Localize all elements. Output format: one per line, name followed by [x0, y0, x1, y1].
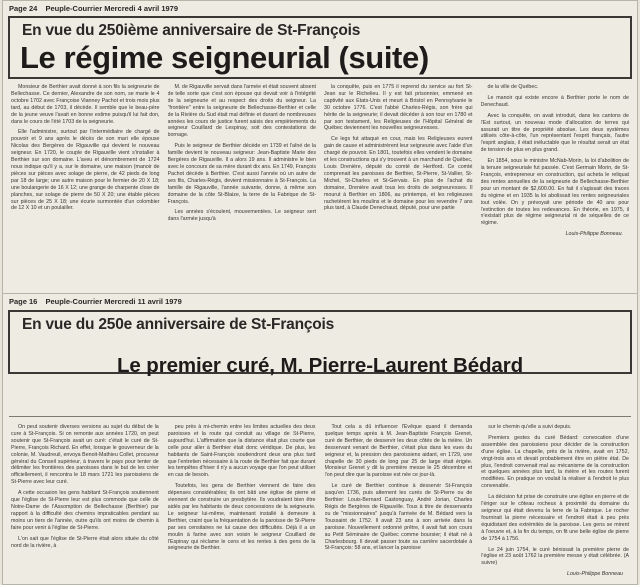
paragraph: Ce legs fut attaqué en cour, mais les Religieuses eurent gain de cause et administrèrent leur seigneurie avec l'aide d'un chargé de pouvoir. En 1801, toutefois elles vendent le domaine et les constructions qui s'y trouvent à un marchand de Québec, Louis Drenière, député du comté de Hertford. Ce comté comprenait les paroisses de Berthier, St-Pierre, St-Vallier, St-Michel, St-Charles et St-Gervais. En plus de l'achat du domaine, Drenière avait tous les droits de seigneuresses. Il mourut à Berthier en 1806, au printemps, et les religieuses rachetèrent les moulins et le domaine pour les revendre 7 ans plus tard, à Claude Denechaud, député, pour une partie [324, 136, 473, 212]
article-column [481, 424, 629, 578]
paragraph: L'on sait que l'église de St-Pierre était alors située du côté nord de la rivière, à [11, 535, 159, 549]
paragraph: M. de Rigauville servait dans l'armée et était souvent absent de telle sorte que c'est son épouse qui devait voir à l'intégrité de la seigneurie et au respect des droits du seigneur. La "frontière" entre la seigneurie de Bellechasse-Berthier et celle de la Rivière du Sud était mal définie et durant de nombreuses années les cours de justice furent saisis des empiètements du seigneur Couillard de Lespinay, soit des contestations de bornage. [167, 84, 316, 139]
paragraph: Puis le seigneur de Berthier décède en 1739 et l'aîné de la famille devient le nouveau seigneur: Jean-Baptiste Marie des Bergères de Rigauville. Il a alors 19 ans. Il administre le bien avec le concours de sa mère durant dix ans. En 1749, François Pachot décède à Berthier. C'est aussi l'année où un autre de ses fils, Charles-Régis, devient missionnaire à St-François. La famille de Rigauville, l'année suivante, donne, à même son domaine de la côte St-Blaize, la terre de la Fabrique de St-François. [167, 143, 316, 205]
paragraph: Le curé de Berthier continue à desservir St-François jusqu'en 1736, puis alternent les curés de St-Pierre ou de Berthier: Louis-Bernard Castonguay, André Jorian, Charles Régis de Bergères de Rigauville. Tous à titre de desservants ou de "missionnaires" jusqu'à l'arrivée de M. Bédard vers la Toussaint de 1752. Il avait 23 ans à son arrivée dans la paroisse. Nouvellement ordonné prêtre, il avait fait son cours au Petit Séminaire de Québec comme boursier; il était né à Charlesbourg. Il devait passer toute sa carrière sacerdotale à St-François: 58 ans, et lancer la paroisse [324, 483, 473, 552]
paragraph: Elle l'administre, surtout par l'intermédiaire de chargé de pouvoir et 9 ans après le décès de son mari elle épouse Nicolas des Bergères de Rigauville qui devient le nouveau seigneur. En 1720, le couple de Rigauville vient s'installer à Berthier sur son domaine. L'aveu et dénombrement de 1724 nous indique qu'il y a, sur le domaine, une maison (manoir de pièces sur pièces avec solage de pierre, de 42 pieds de long par 18 de large; une autre maison pour le fermier de 20 X 18; une boulangerie de 16 X 12; une grange de charpente close de planches, sur solage de pierre de 50 X 20; une étable pièces sur pièces de 25 X 18; une écurie surmontée d'un colombier de 12 X 10 et un poulailler. [11, 129, 160, 212]
newspaper-dateline: Peuple-Courrier Mercredi 4 avril 1979 [45, 4, 179, 13]
article-column [324, 84, 473, 287]
page-number: Page 24 [9, 4, 38, 13]
article-column [11, 424, 159, 578]
headline-title: Le régime seigneurial (suite) [20, 40, 429, 75]
clipping-premier-cure [2, 293, 638, 585]
headline-kicker: En vue du 250e anniversaire de St-François [22, 316, 335, 333]
paragraph: Avec la conquête, on avait introduit, dans les cantons de l'Est surtout, un nouveau mode d'allocation de terres qui assurait un titre de propriété absolue. Les deux systèmes utilisés côte-à-côte, l'un représentant l'esprit français, l'autre l'esprit anglais, il était inéluctable que le résultat serait un état de tension de plus en plus grand. [480, 112, 629, 154]
paragraph: Tout cela a dû influencer l'Evêque quand il demanda quelque temps après à M. Jean-Baptiste François Grenet, curé de Berthier, de desservir les deux côtés de la rivière. Un desservant venant de Berthier, c'était plus dans les vues du seigneur et, la pression des paroissiens aidant, en 1729, une chapelle de 30 pieds de long par 25 de large était érigée. Monsieur Grenet y dit la première messe le 25 décembre et l'on peut dire que la paroisse est née ce jour-là. [324, 424, 473, 479]
author-signature: Louis-Philippe Bonneau. [565, 231, 623, 238]
author-signature: Louis-Philippe Bonneau [567, 571, 623, 578]
paragraph: Monsieur de Berthier avait donné à son fils la seigneurie de Bellechasse. Ce dernier, Alexandre de son nom, se marie le 4 octobre 1702 avec Françoise Vianney Pachot et trois mois plus tard, au début de 1703, il décède. Il semble que le beau-père de la jeune veuve l'avait en bonne estime puisqu'il lui fait don, dans le cours de l'été 1703 de la seigneurie. [11, 84, 160, 125]
article-column [168, 424, 316, 578]
divider [9, 416, 631, 417]
page-number: Page 16 [9, 297, 38, 306]
article-column [481, 84, 630, 287]
clipping-regime-seigneurial [2, 0, 638, 294]
newspaper-dateline: Peuple-Courrier Mercredi 11 avril 1979 [45, 297, 182, 306]
headline-kicker: En vue du 250ième anniversaire de St-François [22, 22, 361, 39]
paragraph: Toutefois, les gens de Berthier viennent de faire des dépenses considérables; ils ont bâti une église de pierre et viennent de construire un presbytère. Ils voudraient bien être aidés par les habitants de deux concessions de la seigneurie. Le seigneur lui-même, maintenant installé à demeure à Berthier, craint que la fréquentation de la paroisse de St-Pierre par ses censitaires ne lui cause des difficultés. Déjà il a un moulin à farine avec son voisin le seigneur Couillard de l'Espinay qui réclame le cens et les rentes à des gens de la seigneurie de Berthier. [167, 483, 316, 552]
page-header [9, 4, 184, 13]
paragraph: A cette occasion les gens habitant St-François soutiennent que l'église de St-Pierre leur est plus commode que celle de Notre-Dame de l'Assomption de Bellechasse (Berthier) par rapport à la difficulté des chemins impraticables pendant au moins un tiers de l'année, outre qu'ils ont moins de chemin à faire pour venir à l'église de St-Pierre. [11, 490, 159, 531]
paragraph: sur le chemin qu'elle a suivi depuis. [488, 424, 572, 430]
paragraph: On peut soutenir diverses versions au sujet du début de la cure à St-François. Si on remonte aux années 1720, on peut soutenir que St-François avait un curé: c'était le curé de St-Pierre, François Richard. En effet, lorsque le gouverneur de la colonie, M. Vaudreuil, envoya Benoit-Mathieu Collet, procureur général du Conseil supérieur, à travers le pays pour tenter de délimiter les frontières des paroisses dans le but de les créer officiellement, il rencontra le 18 mars 1721 les paroissiens de St-Pierre avec leur curé. [11, 424, 159, 486]
paragraph: La décision fut prise de construire une église en pierre et de l'ériger sur le côteau rocheux à proximité du domaine du seigneur qui était devenu la terre de la Fabrique. Le rocher fournirait la pierre nécessaire et l'endroit était à peu près équidistant des extrémités de la paroisse. Les gens se mirent à l'oeuvre et, à la fin du temps, on fit une belle église de pierre de 1754 à 1756. [481, 494, 629, 542]
article-column [168, 84, 317, 287]
paragraph: peu près à mi-chemin entre les limites actuelles des deux paroisses et la route qui conduit au village de St-Pierre, aujourd'hui. L'affirmation que la distance était plus courte que celle pour aller à Berthier était donc véridique. De plus, les habitants de Saint-François soutiendront deux ans plus tard que l'entretien nécessaire à la route de Berthier fait que durant les tempêtes d'hiver il n'y a aucun voyage que l'on peut utiliser en cas de besoin. [167, 424, 316, 479]
article-columns [11, 424, 629, 578]
article-column [11, 84, 160, 287]
article-columns [11, 84, 629, 287]
paragraph: Les années s'écoulent, mouvementées. Le seigneur sert dans l'armée jusqu'à [167, 209, 316, 223]
paragraph: Premiers gestes du curé Bédard: convocation d'une assemblée des paroissiens pour décider de la construction d'une église. La chapelle, près de la rivière, avait en 1752, vingt-trois ans et devait probablement être en piètre état. De plus, l'endroit convenait mal au mécanisme de la construction et quelques années plus tard, la rivière et les routes furent modifiées. En pratique on voulait la réaliser à l'endroit le plus convenable. [481, 434, 629, 490]
headline-box [8, 16, 632, 79]
paragraph: Le manoir qui existe encore à Berthier porte le nom de Denechaud. [480, 94, 629, 108]
article-column [325, 424, 473, 578]
paragraph: de la ville de Québec. [487, 84, 539, 90]
page-header [9, 297, 188, 306]
paragraph: la conquête, puis en 1775 il reprend du service au fort St-Jean sur le Richelieu. Il y est fait prisonnier, emmené en captivité aux Etats-Unis et meurt à Bristol en Pennsylvanie le 30 octobre 1776. C'est l'abbé Charles-Régis, son frère qui hérite de la seigneurie; il devait décéder à son tour en 1780 et par son testament, les Religieuses de l'Hôpital Général de Québec deviennent les nouvelles seigneuresses. [324, 84, 473, 132]
paragraph: En 1854, sous le ministre McNab-Morin, la loi d'abolition de la tenure seigneuriale fut passée. C'est Germain Morin, de St-François, entrepreneur en construction, qui acheta le reliquat des rentes annuelles de la seigneurie de Bellechasse-Berthier pour un montant de $2,600.00. En fait il s'agissait des traces du régime et en 1935 la loi abolissait les rentes seigneuriales tout volée. On y prévoyait une période de 40 ans pour l'extinction de toutes les redevances. En théorie, en 1975, il n'existait plus de régime seigneurial ni de séquelles de ce régime. [480, 158, 629, 227]
article-title: Le premier curé, M. Pierre-Laurent Bédard [116, 354, 524, 377]
paragraph: Le 24 juin 1754, le curé bénissait la première pierre de l'église et 23 août 1762 la première messe y était célébrée. (A suivre) [481, 546, 629, 567]
